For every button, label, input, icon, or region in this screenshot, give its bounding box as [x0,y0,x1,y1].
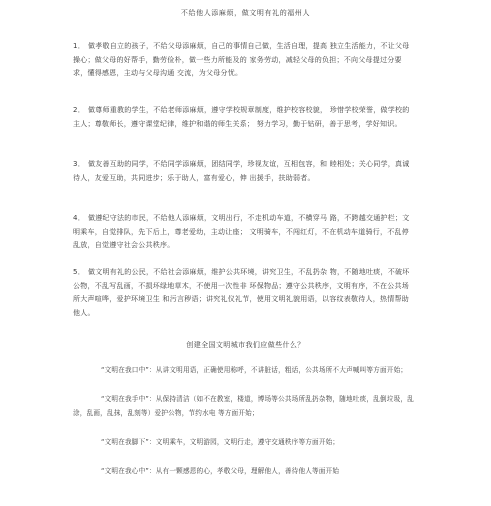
item-number: 1． [73,42,85,50]
page-title: 不给他人添麻烦，做文明有礼的福州人 [180,9,311,17]
item-text: 做孝敬自立的孩子，不给父母添麻烦，自己的事情自己做，生活自理，提高 独立生活能力，不让父母操心；做父母的好帮手，勤劳俭朴，做一些力所能及的 家务劳动，减轻父母的负担；不向父母提过分要求，懂得感恩，主动与父母沟通 交流，为父母分忧。 [73,42,410,77]
item-text: 做尊师重教的学生，不给老师添麻烦，遵守学校规章制度，维护校容校貌， 珍惜学校荣誉，做学校的主人；尊敬师长，遵守课堂纪律，维护和谐的师生关系； 努力学习，勤于钻研，善于思考，学好知识。 [73,106,410,128]
section-subtitle: 创建全国文明城市我们应做些什么？ [186,341,305,349]
item-number: 3． [73,160,85,168]
list-item [73,104,411,131]
list-item: “文明在我心中”：从有一颗感恩的心，孝敬父母，理解他人，善待他人等面开始 [101,467,340,475]
list-item [73,158,411,185]
item-text: 做文明有礼的公民，不给社会添麻烦，维护公共环境，讲究卫生，不乱扔杂 物，不随地吐痰，不破坏公物，不乱写乱画，不损坏绿地草木，不使用一次性非 环保物品；遵守公共秩序，文明有序，不在公共场所大声喧哗，爱护环境卫生 和污言秽语；讲究礼仪礼节，使用文明礼貌用语，以容纹表敬待人，热情帮助 他人。 [73,268,410,317]
list-item [73,40,411,81]
item-text: 做友善互助的同学，不给同学添麻烦，团结同学，珍视友谊，互相包容，和 睦相处；关心同学，真诚待人，友爱互助，共同进步；乐于助人，富有爱心，伸 出援手，扶助弱者。 [73,160,410,182]
item-number: 2． [73,106,85,114]
item-text: 做遵纪守法的市民，不给他人添麻烦，文明出行，不走机动车道，不横穿马 路，不跨越交通护栏；文明乘车，自觉排队，先下后上，尊老爱幼，主动让座； 文明骑车，不闯红灯，不在机动车道骑行，不乱停乱放，自觉遵守社会公共秩序。 [73,214,410,249]
list-item: “文明在我脚下”：文明乘车，文明游园，文明行走，遵守交通秩序等方面开始； [101,438,340,446]
list-item [73,212,411,253]
list-item: “文明在我口中”：从讲文明用语，正确使用称呼，不讲脏话，粗话，公共场所不大声喊叫等方面开始； [101,366,408,374]
list-item [73,266,411,320]
item-number: 5． [73,268,85,276]
item-number: 4． [73,214,85,222]
list-item: “文明在我手中”：从保持清洁（如不在教室，楼道，博场等公共场所乱扔杂物，随地吐痰，乱倒垃圾，乱涂，乱画，乱抹，乱刻等）爱护公物，节约水电 等方面开始； [73,395,414,417]
